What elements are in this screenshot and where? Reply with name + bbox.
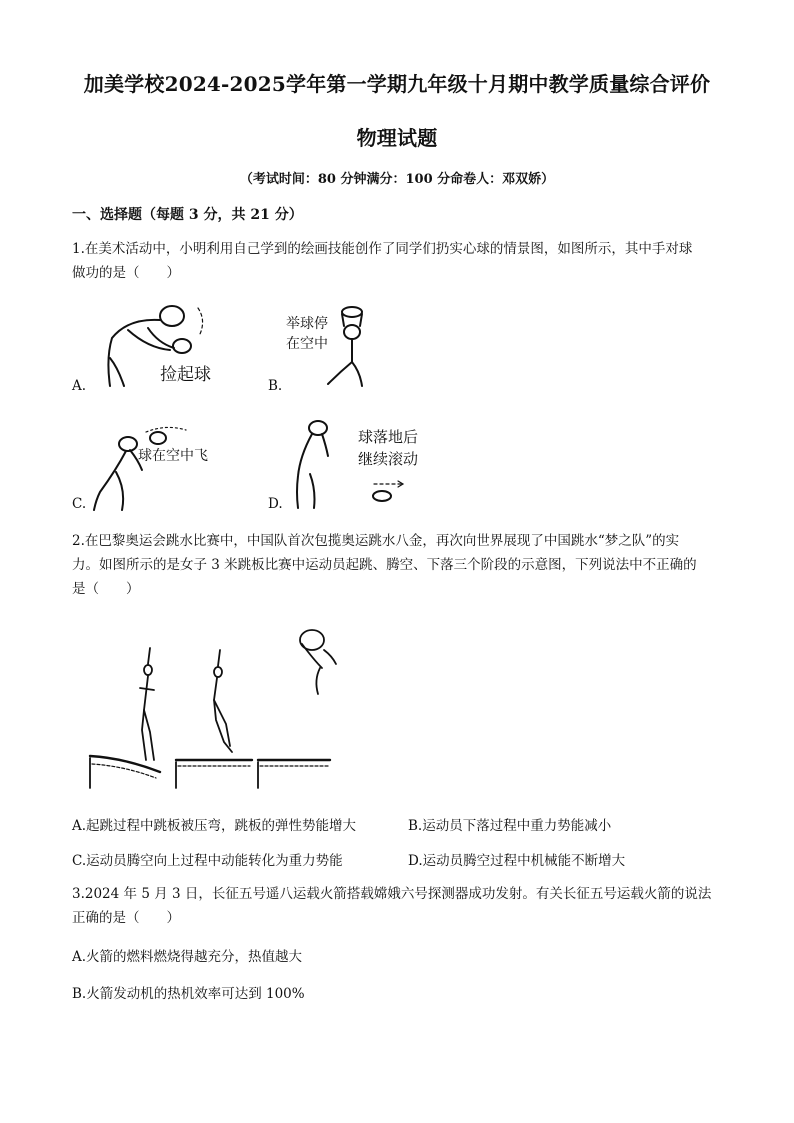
q1-figure-b-caption-line2: 在空中 bbox=[286, 336, 328, 352]
q2-stem-line2: 力。如图所示的是女子 3 米跳板比赛中运动员起跳、腾空、下落三个阶段的示意图，下列说法中不正确的 bbox=[72, 557, 697, 573]
q1-figure-d bbox=[282, 416, 462, 512]
q1-option-c-label: C. bbox=[72, 496, 87, 512]
q2-diving-figure bbox=[84, 620, 364, 792]
q2-option-a: A.起跳过程中跳板被压弯，跳板的弹性势能增大 bbox=[72, 818, 357, 834]
subject-title: 物理试题 bbox=[356, 126, 438, 150]
q1-option-a-label: A. bbox=[72, 378, 87, 394]
q1-stem-line2: 做功的是（ ） bbox=[72, 265, 180, 281]
q1-option-d-label: D. bbox=[268, 496, 283, 512]
q1-figure-a-caption: 捡起球 bbox=[160, 365, 211, 385]
q1-figure-b bbox=[280, 302, 390, 394]
q3-stem-line2: 正确的是（ ） bbox=[72, 910, 180, 926]
section-heading: 一、选择题（每题 3 分，共 21 分） bbox=[72, 207, 303, 223]
exam-title: 加美学校2024-2025学年第一学期九年级十月期中教学质量综合评价 bbox=[83, 72, 711, 96]
q1-stem-line1: 1.在美术活动中，小明利用自己学到的绘画技能创作了同学们扔实心球的情景图，如图所示，其中手对球 bbox=[72, 241, 693, 257]
q3-stem-line1: 3.2024 年 5 月 3 日，长征五号遥八运载火箭搭载嫦娥六号探测器成功发射。有关长征五号运载火箭的说法 bbox=[72, 886, 712, 902]
q2-option-c: C.运动员腾空向上过程中动能转化为重力势能 bbox=[72, 853, 343, 869]
q2-option-d: D.运动员腾空过程中机械能不断增大 bbox=[408, 853, 626, 869]
q1-option-b-label: B. bbox=[268, 378, 283, 394]
q2-option-b: B.运动员下落过程中重力势能减小 bbox=[408, 818, 612, 834]
q1-figure-b-caption-line1: 举球停 bbox=[286, 316, 328, 332]
q1-figure-d-caption-line2: 继续滚动 bbox=[358, 450, 419, 468]
q2-stem-line3: 是（ ） bbox=[72, 581, 140, 597]
exam-info: （考试时间：80 分钟满分：100 分命卷人：邓双娇） bbox=[239, 172, 555, 187]
q1-figure-c bbox=[86, 420, 236, 512]
q1-figure-d-caption-line1: 球落地后 bbox=[358, 428, 419, 446]
q1-figure-c-caption: 球在空中飞 bbox=[138, 448, 208, 464]
q1-figure-a bbox=[88, 298, 248, 393]
q3-option-a: A.火箭的燃料燃烧得越充分，热值越大 bbox=[72, 949, 303, 965]
q2-stem-line1: 2.在巴黎奥运会跳水比赛中，中国队首次包揽奥运跳水八金，再次向世界展现了中国跳水“梦之队”的实 bbox=[72, 533, 680, 549]
q3-option-b: B.火箭发动机的热机效率可达到 100% bbox=[72, 986, 305, 1002]
